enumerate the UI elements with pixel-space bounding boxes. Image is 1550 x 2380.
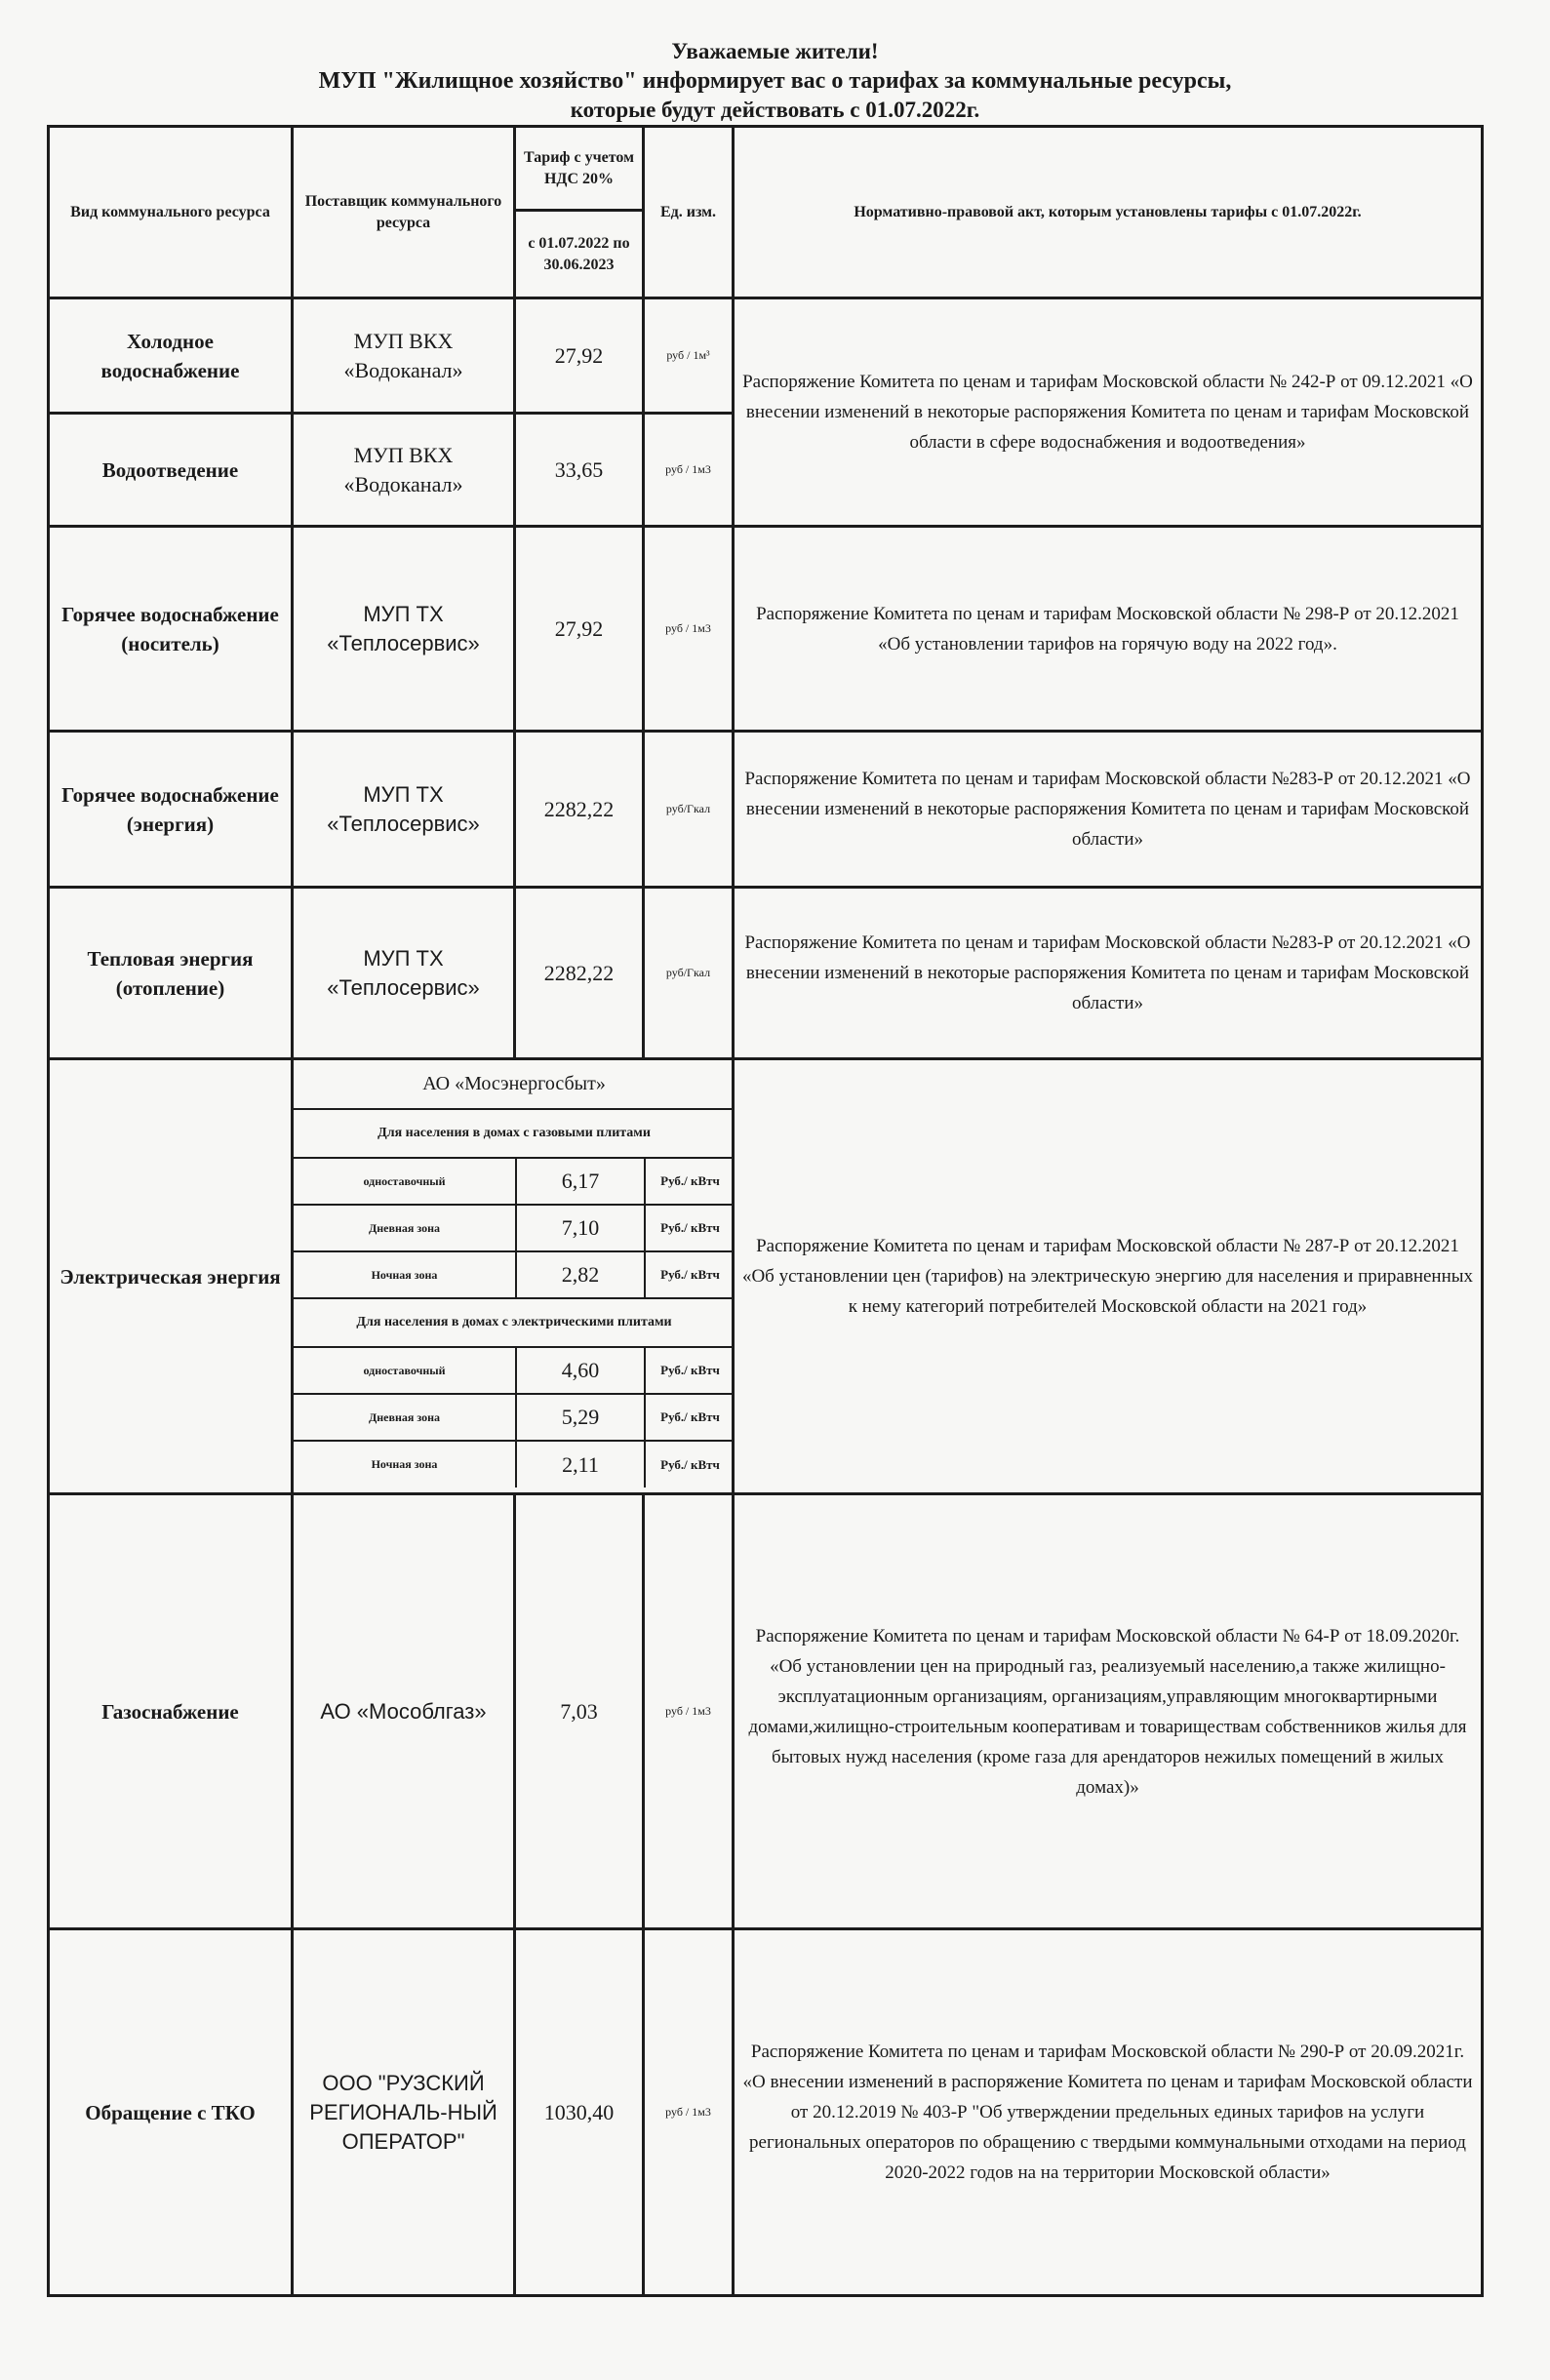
resource-hot-carrier: Горячее водоснабжение (носитель) bbox=[49, 527, 293, 732]
tariff-zone-row bbox=[294, 1158, 735, 1205]
zone-unit: Руб./ кВтч bbox=[645, 1347, 735, 1394]
zone-label: Дневная зона bbox=[294, 1205, 516, 1251]
unit-cold-water: руб / 1м³ bbox=[644, 298, 734, 414]
unit-gas: руб / 1м3 bbox=[644, 1494, 734, 1929]
supplier-gas: АО «Мособлгаз» bbox=[293, 1494, 515, 1929]
unit-tko: руб / 1м3 bbox=[644, 1929, 734, 2296]
supplier-electricity: АО «Мосэнергосбыт» bbox=[294, 1060, 735, 1109]
supplier-hot-carrier: МУП ТХ «Теплосервис» bbox=[293, 527, 515, 732]
zone-label: Ночная зона bbox=[294, 1251, 516, 1298]
col-resource-header: Вид коммунального ресурса bbox=[49, 127, 293, 298]
supplier-drainage: МУП ВКХ «Водоканал» bbox=[293, 414, 515, 527]
act-hot-energy: Распоряжение Комитета по ценам и тарифам Московской области №283-Р от 20.12.2021 «О внесении изменений в некоторые распоряжения Комитета по ценам и тарифам Московской области» bbox=[734, 732, 1483, 888]
tariff-zone-row bbox=[294, 1205, 735, 1251]
act-electricity: Распоряжение Комитета по ценам и тарифам Московской области № 287-Р от 20.12.2021 «Об установлении цен (тарифов) на электрическую энергию для населения и приравненных к нему категорий потребителей Московской области на 2021 год» bbox=[734, 1059, 1483, 1494]
notice-intro: МУП "Жилищное хозяйство" информирует вас о тарифах за коммунальные ресурсы, bbox=[318, 68, 1232, 94]
col-act-header: Нормативно-правовой акт, которым установлены тарифы с 01.07.2022г. bbox=[734, 127, 1483, 298]
price-cold-water: 27,92 bbox=[515, 298, 644, 414]
group-electric-stoves: Для населения в домах с электрическими плитами bbox=[294, 1298, 735, 1347]
zone-label: одноставочный bbox=[294, 1158, 516, 1205]
price-heating: 2282,22 bbox=[515, 888, 644, 1059]
electricity-subtable bbox=[294, 1060, 735, 1488]
act-hot-carrier: Распоряжение Комитета по ценам и тарифам Московской области № 298-Р от 20.12.2021 «Об установлении тарифов на горячую воду на 2022 год». bbox=[734, 527, 1483, 732]
table-row bbox=[49, 888, 1483, 1059]
resource-heating: Тепловая энергия (отопление) bbox=[49, 888, 293, 1059]
zone-unit: Руб./ кВтч bbox=[645, 1441, 735, 1488]
notice-date: которые будут действовать с 01.07.2022г. bbox=[570, 98, 980, 122]
unit-heating: руб/Гкал bbox=[644, 888, 734, 1059]
zone-price: 5,29 bbox=[516, 1394, 645, 1441]
act-tko: Распоряжение Комитета по ценам и тарифам Московской области № 290-Р от 20.09.2021г. «О внесении изменений в распоряжение Комитета по ценам и тарифам Московской области от 20.12.2019 № 403-Р "Об утверждении предельных единых тарифов на услуги региональных операторов по обращению с твердыми коммунальными отходами на период 2020-2022 годов на на территории Московской области» bbox=[734, 1929, 1483, 2296]
zone-price: 7,10 bbox=[516, 1205, 645, 1251]
tariff-table bbox=[47, 125, 1484, 2297]
electricity-subtable-cell bbox=[293, 1059, 734, 1494]
col-unit-header: Ед. изм. bbox=[644, 127, 734, 298]
greeting: Уважаемые жители! bbox=[671, 39, 879, 63]
col-supplier-header: Поставщик коммунального ресурса bbox=[293, 127, 515, 298]
zone-price: 4,60 bbox=[516, 1347, 645, 1394]
resource-electricity: Электрическая энергия bbox=[49, 1059, 293, 1494]
unit-hot-carrier: руб / 1м3 bbox=[644, 527, 734, 732]
zone-unit: Руб./ кВтч bbox=[645, 1158, 735, 1205]
act-heating: Распоряжение Комитета по ценам и тарифам Московской области №283-Р от 20.12.2021 «О внесении изменений в некоторые распоряжения Комитета по ценам и тарифам Московской области» bbox=[734, 888, 1483, 1059]
zone-price: 2,11 bbox=[516, 1441, 645, 1488]
table-row bbox=[49, 1059, 1483, 1494]
price-hot-energy: 2282,22 bbox=[515, 732, 644, 888]
supplier-cold-water: МУП ВКХ «Водоканал» bbox=[293, 298, 515, 414]
tariff-zone-row bbox=[294, 1394, 735, 1441]
resource-gas: Газоснабжение bbox=[49, 1494, 293, 1929]
unit-drainage: руб / 1м3 bbox=[644, 414, 734, 527]
col-period-header: с 01.07.2022 по 30.06.2023 bbox=[515, 211, 644, 298]
group-gas-stoves: Для населения в домах с газовыми плитами bbox=[294, 1109, 735, 1158]
resource-hot-energy: Горячее водоснабжение (энергия) bbox=[49, 732, 293, 888]
price-hot-carrier: 27,92 bbox=[515, 527, 644, 732]
act-water: Распоряжение Комитета по ценам и тарифам Московской области № 242-Р от 09.12.2021 «О внесении изменений в некоторые распоряжения Комитета по ценам и тарифам Московской области в сфере водоснабжения и водоотведения» bbox=[734, 298, 1483, 527]
table-row bbox=[49, 1929, 1483, 2296]
supplier-tko: ООО "РУЗСКИЙ РЕГИОНАЛЬ-НЫЙ ОПЕРАТОР" bbox=[293, 1929, 515, 2296]
zone-unit: Руб./ кВтч bbox=[645, 1205, 735, 1251]
col-tariff-header: Тариф с учетом НДС 20% bbox=[515, 127, 644, 211]
zone-unit: Руб./ кВтч bbox=[645, 1251, 735, 1298]
price-gas: 7,03 bbox=[515, 1494, 644, 1929]
tariff-zone-row bbox=[294, 1347, 735, 1394]
act-gas: Распоряжение Комитета по ценам и тарифам Московской области № 64-Р от 18.09.2020г. «Об установлении цен на природный газ, реализуемый населению,а также жилищно-эксплуатационным организациям, организациям,управляющим многоквартирными домами,жилищно-строительным кооперативам и товариществам собственников жилья для бытовых нужд населения (кроме газа для арендаторов нежилых помещений в жилых домах)» bbox=[734, 1494, 1483, 1929]
resource-drainage: Водоотведение bbox=[49, 414, 293, 527]
zone-label: Ночная зона bbox=[294, 1441, 516, 1488]
zone-unit: Руб./ кВтч bbox=[645, 1394, 735, 1441]
zone-price: 2,82 bbox=[516, 1251, 645, 1298]
table-row bbox=[49, 732, 1483, 888]
supplier-heating: МУП ТХ «Теплосервис» bbox=[293, 888, 515, 1059]
unit-hot-energy: руб/Гкал bbox=[644, 732, 734, 888]
price-tko: 1030,40 bbox=[515, 1929, 644, 2296]
table-row bbox=[49, 1494, 1483, 1929]
resource-cold-water: Холодное водоснабжение bbox=[49, 298, 293, 414]
notice-header bbox=[0, 37, 1550, 125]
price-drainage: 33,65 bbox=[515, 414, 644, 527]
supplier-hot-energy: МУП ТХ «Теплосервис» bbox=[293, 732, 515, 888]
table-row bbox=[49, 298, 1483, 414]
zone-price: 6,17 bbox=[516, 1158, 645, 1205]
tariff-zone-row bbox=[294, 1441, 735, 1488]
table-row bbox=[49, 527, 1483, 732]
resource-tko: Обращение с ТКО bbox=[49, 1929, 293, 2296]
tariff-zone-row bbox=[294, 1251, 735, 1298]
zone-label: одноставочный bbox=[294, 1347, 516, 1394]
zone-label: Дневная зона bbox=[294, 1394, 516, 1441]
